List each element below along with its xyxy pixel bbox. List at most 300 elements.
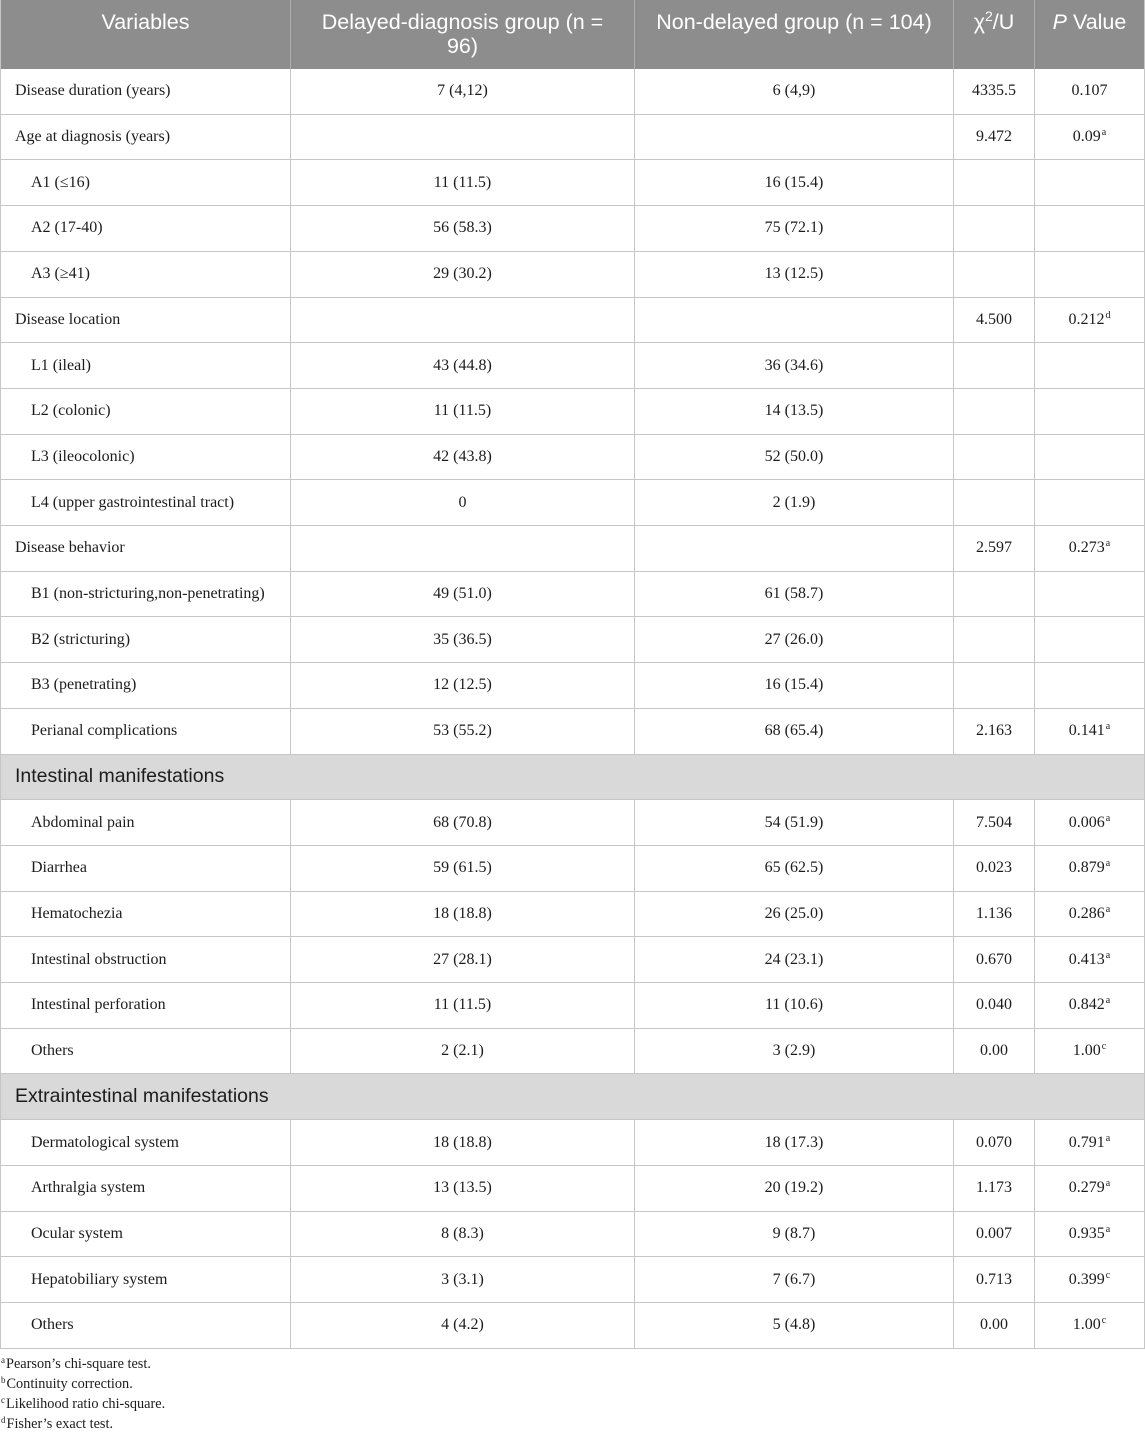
- p-value-cell: [1035, 709, 1145, 754]
- table-subrow: [1, 663, 1145, 709]
- p-value-cell: [1035, 115, 1145, 160]
- delayed-group-value: 8 (8.3): [441, 1224, 484, 1242]
- statistic-value: 2.597: [976, 539, 1012, 557]
- non-delayed-group-cell: [635, 298, 954, 343]
- p-value: 0.273: [1068, 539, 1105, 557]
- statistic-suffix: /U: [992, 10, 1015, 34]
- statistic-cell: [954, 937, 1035, 982]
- table-subrow: [1, 800, 1145, 846]
- p-value-label-suffix: Value: [1066, 10, 1127, 34]
- p-value: 0.935: [1068, 1224, 1105, 1242]
- delayed-group-value: 68 (70.8): [433, 813, 492, 831]
- variable-cell: [1, 800, 291, 845]
- delayed-group-value: 7 (4,12): [437, 82, 488, 100]
- p-value-footnote-mark: a: [1101, 127, 1107, 139]
- variable-cell: [1, 1212, 291, 1257]
- footnote-text: Continuity correction.: [6, 1376, 133, 1392]
- footnote: [0, 1394, 1145, 1414]
- delayed-group-cell: [291, 298, 635, 343]
- delayed-group-column-header: Delayed-diagnosis group (n = 96): [291, 0, 635, 69]
- delayed-group-cell: [291, 1257, 635, 1302]
- p-value: 0.212: [1068, 310, 1105, 328]
- delayed-group-value: 2 (2.1): [441, 1042, 484, 1060]
- non-delayed-group-value: 18 (17.3): [764, 1133, 824, 1151]
- non-delayed-group-value: 20 (19.2): [764, 1179, 824, 1197]
- table-subrow: [1, 892, 1145, 938]
- statistic-cell: [954, 617, 1035, 662]
- statistic-cell: [954, 663, 1035, 708]
- statistic-value: 7.504: [976, 813, 1012, 831]
- statistic-cell: [954, 1120, 1035, 1165]
- table-subrow: [1, 160, 1145, 206]
- p-value: 0.006: [1068, 813, 1105, 831]
- delayed-group-value: 12 (12.5): [433, 676, 492, 694]
- chi-superscript: 2: [985, 8, 993, 24]
- statistic-value: 0.070: [976, 1133, 1012, 1151]
- non-delayed-group-value: 9 (8.7): [772, 1224, 816, 1242]
- variable-label: Intestinal perforation: [31, 996, 166, 1014]
- p-value-cell: [1035, 343, 1145, 388]
- variable-cell: [1, 115, 291, 160]
- footnote-text: Likelihood ratio chi-square.: [6, 1396, 166, 1412]
- delayed-group-cell: [291, 983, 635, 1028]
- table-subrow: [1, 480, 1145, 526]
- p-value-text: [1069, 1225, 1110, 1243]
- non-delayed-group-cell: [635, 206, 954, 251]
- p-value: 0.286: [1068, 905, 1105, 922]
- delayed-group-cell: [291, 709, 635, 754]
- non-delayed-group-value: 65 (62.5): [764, 859, 824, 877]
- p-value-cell: [1035, 435, 1145, 480]
- delayed-group-cell: [291, 663, 635, 708]
- footnote: [0, 1414, 1145, 1434]
- non-delayed-group-value: 5 (4.8): [772, 1316, 816, 1334]
- non-delayed-group-value: 75 (72.1): [764, 219, 824, 237]
- statistic-cell: [954, 983, 1035, 1028]
- statistic-value: 0.023: [976, 859, 1012, 877]
- delayed-group-cell: [291, 115, 635, 160]
- delayed-group-cell: [291, 206, 635, 251]
- delayed-group-value: 27 (28.1): [433, 950, 492, 968]
- delayed-group-cell: [291, 435, 635, 480]
- delayed-group-value: 35 (36.5): [433, 630, 492, 648]
- non-delayed-group-cell: [635, 892, 954, 937]
- variable-cell: [1, 252, 291, 297]
- variable-cell: [1, 480, 291, 525]
- statistic-value: 1.136: [976, 905, 1012, 922]
- p-value-footnote-mark: a: [1105, 538, 1111, 550]
- p-value-footnote-mark: a: [1105, 949, 1111, 961]
- statistic-cell: [954, 1029, 1035, 1074]
- non-delayed-group-value: 6 (4,9): [772, 82, 816, 100]
- statistic-cell: [954, 206, 1035, 251]
- non-delayed-group-cell: [635, 983, 954, 1028]
- non-delayed-group-value: 54 (51.9): [764, 813, 824, 831]
- p-value-cell: [1035, 69, 1145, 114]
- p-value: 0.107: [1071, 82, 1108, 100]
- p-value-text: [1069, 722, 1110, 740]
- p-value-text: [1069, 859, 1110, 877]
- table-subrow: [1, 937, 1145, 983]
- p-value-cell: [1035, 572, 1145, 617]
- variable-cell: [1, 1120, 291, 1165]
- variable-label: B3 (penetrating): [31, 676, 137, 694]
- statistic-value: 4.500: [976, 310, 1012, 328]
- p-value-text: [1073, 1316, 1106, 1334]
- variable-cell: [1, 937, 291, 982]
- table-body: [1, 69, 1145, 1349]
- delayed-group-cell: [291, 1029, 635, 1074]
- footnote-mark: d: [1, 1415, 6, 1425]
- delayed-group-value: 11 (11.5): [433, 402, 492, 420]
- variable-label: Dermatological system: [31, 1133, 179, 1151]
- statistic-cell: [954, 298, 1035, 343]
- variable-cell: [1, 709, 291, 754]
- statistic-cell: [954, 1166, 1035, 1211]
- statistic-cell: [954, 846, 1035, 891]
- footnote-mark: a: [1, 1355, 5, 1365]
- non-delayed-group-value: 61 (58.7): [764, 585, 824, 603]
- p-value-cell: [1035, 206, 1145, 251]
- p-value-text: [1069, 539, 1110, 557]
- delayed-group-cell: [291, 572, 635, 617]
- p-value-text: [1069, 814, 1110, 832]
- non-delayed-group-cell: [635, 115, 954, 160]
- p-value-column-header: [1035, 0, 1145, 69]
- variable-label: A1 (≤16): [31, 173, 90, 191]
- variable-label: Diarrhea: [31, 859, 87, 877]
- p-value-footnote-mark: a: [1105, 1132, 1111, 1144]
- p-value-cell: [1035, 1120, 1145, 1165]
- p-value-cell: [1035, 160, 1145, 205]
- variable-label: Others: [31, 1316, 74, 1334]
- p-value: 0.399: [1068, 1270, 1105, 1288]
- table-row: [1, 526, 1145, 572]
- delayed-group-cell: [291, 69, 635, 114]
- table-header-row: [1, 0, 1145, 69]
- delayed-group-cell: [291, 343, 635, 388]
- p-value: 0.413: [1068, 950, 1105, 968]
- statistic-cell: [954, 572, 1035, 617]
- p-value-footnote-mark: c: [1105, 1269, 1111, 1281]
- table-subrow: [1, 1257, 1145, 1303]
- table-subrow: [1, 1029, 1145, 1075]
- p-value-cell: [1035, 1303, 1145, 1348]
- statistic-value: 0.00: [980, 1042, 1008, 1060]
- p-value-text: [1069, 1271, 1110, 1289]
- delayed-group-value: 4 (4.2): [441, 1316, 484, 1334]
- p-value-cell: [1035, 846, 1145, 891]
- variable-cell: [1, 389, 291, 434]
- table-row: [1, 298, 1145, 344]
- statistic-cell: [954, 892, 1035, 937]
- p-value-footnote-mark: a: [1105, 1178, 1111, 1190]
- variable-cell: [1, 1257, 291, 1302]
- p-value-cell: [1035, 937, 1145, 982]
- statistic-value: 0.670: [976, 950, 1012, 968]
- delayed-group-cell: [291, 252, 635, 297]
- statistic-value: 9.472: [976, 128, 1012, 146]
- non-delayed-group-cell: [635, 1120, 954, 1165]
- p-italic-label: P: [1052, 10, 1067, 34]
- table-subrow: [1, 206, 1145, 252]
- p-value: 0.141: [1068, 722, 1105, 740]
- p-value-footnote-mark: c: [1101, 1041, 1107, 1053]
- delayed-group-value: 3 (3.1): [441, 1270, 484, 1288]
- non-delayed-group-value: 14 (13.5): [764, 402, 824, 420]
- variable-label: Hematochezia: [31, 905, 123, 922]
- statistic-cell: [954, 435, 1035, 480]
- footnotes: [0, 1354, 1145, 1434]
- p-value-cell: [1035, 1212, 1145, 1257]
- p-value-cell: [1035, 983, 1145, 1028]
- variable-cell: [1, 206, 291, 251]
- non-delayed-group-cell: [635, 160, 954, 205]
- delayed-group-value: 11 (11.5): [433, 996, 492, 1014]
- non-delayed-group-cell: [635, 663, 954, 708]
- delayed-group-value: 49 (51.0): [433, 585, 492, 603]
- p-value: 0.791: [1068, 1133, 1105, 1151]
- p-value-footnote-mark: d: [1105, 309, 1111, 321]
- p-value-footnote-mark: a: [1105, 721, 1111, 733]
- delayed-group-cell: [291, 480, 635, 525]
- non-delayed-group-value: 26 (25.0): [764, 905, 824, 922]
- table-subrow: [1, 983, 1145, 1029]
- non-delayed-group-cell: [635, 709, 954, 754]
- chi-symbol: χ: [973, 10, 985, 34]
- footnote-mark: b: [1, 1375, 6, 1385]
- variable-cell: [1, 1303, 291, 1348]
- delayed-group-value: 42 (43.8): [433, 447, 492, 465]
- p-value-cell: [1035, 800, 1145, 845]
- variable-label: Disease location: [15, 310, 121, 328]
- non-delayed-group-value: 16 (15.4): [764, 676, 824, 694]
- non-delayed-group-value: 68 (65.4): [764, 722, 824, 740]
- non-delayed-group-value: 36 (34.6): [764, 356, 824, 374]
- statistic-value: 1.173: [976, 1179, 1012, 1197]
- variable-cell: [1, 160, 291, 205]
- delayed-group-cell: [291, 526, 635, 571]
- table-subrow: [1, 1166, 1145, 1212]
- p-value-text: [1069, 951, 1110, 969]
- p-value-cell: [1035, 480, 1145, 525]
- table-subrow: [1, 1303, 1145, 1349]
- delayed-group-cell: [291, 617, 635, 662]
- delayed-group-value: 43 (44.8): [433, 356, 492, 374]
- variable-cell: [1, 892, 291, 937]
- delayed-group-cell: [291, 389, 635, 434]
- p-value-text: [1069, 1134, 1110, 1152]
- non-delayed-group-cell: [635, 937, 954, 982]
- statistic-cell: [954, 526, 1035, 571]
- table-subrow: [1, 1120, 1145, 1166]
- delayed-group-cell: [291, 800, 635, 845]
- non-delayed-group-cell: [635, 1303, 954, 1348]
- footnote-text: Pearson’s chi-square test.: [6, 1356, 151, 1372]
- delayed-group-value: 56 (58.3): [433, 219, 492, 237]
- p-value: 0.279: [1068, 1179, 1105, 1197]
- p-value-footnote-mark: a: [1105, 1223, 1111, 1235]
- p-value-cell: [1035, 1029, 1145, 1074]
- variable-cell: [1, 526, 291, 571]
- variable-label: L3 (ileocolonic): [31, 447, 135, 465]
- p-value-cell: [1035, 892, 1145, 937]
- variable-label: Intestinal obstruction: [31, 950, 167, 968]
- delayed-group-value: 59 (61.5): [433, 859, 492, 877]
- variable-label: Disease duration (years): [15, 82, 171, 100]
- delayed-group-value: 18 (18.8): [433, 1133, 492, 1151]
- p-value-text: [1069, 311, 1111, 329]
- section-header-row: [1, 755, 1145, 801]
- p-value: 0.09: [1072, 128, 1101, 146]
- non-delayed-group-cell: [635, 1166, 954, 1211]
- variable-cell: [1, 1166, 291, 1211]
- variable-label: Age at diagnosis (years): [15, 128, 171, 146]
- non-delayed-group-cell: [635, 69, 954, 114]
- table-row: [1, 115, 1145, 161]
- non-delayed-group-cell: [635, 252, 954, 297]
- table-subrow: [1, 252, 1145, 298]
- delayed-group-cell: [291, 160, 635, 205]
- delayed-group-cell: [291, 846, 635, 891]
- p-value-cell: [1035, 389, 1145, 434]
- variable-label: Arthralgia system: [31, 1179, 146, 1197]
- p-value-cell: [1035, 526, 1145, 571]
- statistic-cell: [954, 709, 1035, 754]
- p-value-text: [1072, 82, 1108, 100]
- statistic-value: 0.00: [980, 1316, 1008, 1334]
- p-value-cell: [1035, 1257, 1145, 1302]
- footnote: [0, 1374, 1145, 1394]
- delayed-group-cell: [291, 1120, 635, 1165]
- non-delayed-group-value: 52 (50.0): [764, 447, 824, 465]
- p-value: 0.842: [1068, 996, 1105, 1014]
- p-value-footnote-mark: a: [1105, 904, 1111, 915]
- variable-label: A2 (17-40): [31, 219, 103, 237]
- section-title: Extraintestinal manifestations: [15, 1085, 269, 1108]
- table-subrow: [1, 389, 1145, 435]
- p-value-cell: [1035, 1166, 1145, 1211]
- statistic-cell: [954, 1212, 1035, 1257]
- variable-label: B1 (non-stricturing,non-penetrating): [31, 585, 265, 603]
- non-delayed-group-cell: [635, 617, 954, 662]
- variable-cell: [1, 435, 291, 480]
- variable-cell: [1, 663, 291, 708]
- delayed-group-value: 0: [458, 493, 467, 511]
- non-delayed-group-value: 11 (10.6): [764, 996, 824, 1014]
- p-value-text: [1069, 1179, 1110, 1197]
- statistic-cell: [954, 252, 1035, 297]
- table-subrow: [1, 1212, 1145, 1258]
- delayed-group-value: 53 (55.2): [433, 722, 492, 740]
- variable-label: Hepatobiliary system: [31, 1270, 168, 1288]
- delayed-group-value: 18 (18.8): [433, 905, 492, 922]
- statistic-value: 4335.5: [972, 82, 1016, 100]
- variable-cell: [1, 1029, 291, 1074]
- non-delayed-group-cell: [635, 1029, 954, 1074]
- variable-label: Abdominal pain: [31, 813, 135, 831]
- table-subrow: [1, 709, 1145, 755]
- non-delayed-group-value: 27 (26.0): [764, 630, 824, 648]
- variable-cell: [1, 846, 291, 891]
- non-delayed-group-value: 7 (6.7): [772, 1270, 816, 1288]
- non-delayed-group-value: 2 (1.9): [772, 493, 816, 511]
- statistic-cell: [954, 800, 1035, 845]
- p-value-text: [1069, 905, 1110, 923]
- table-subrow: [1, 343, 1145, 389]
- statistic-cell: [954, 480, 1035, 525]
- table-row: [1, 69, 1145, 115]
- variable-cell: [1, 572, 291, 617]
- section-title: Intestinal manifestations: [15, 765, 225, 788]
- p-value-cell: [1035, 298, 1145, 343]
- footnote-mark: c: [1, 1395, 5, 1405]
- p-value-text: [1073, 1042, 1106, 1060]
- delayed-group-value: 13 (13.5): [433, 1179, 492, 1197]
- variable-label: Ocular system: [31, 1224, 123, 1242]
- variable-cell: [1, 343, 291, 388]
- table-subrow: [1, 435, 1145, 481]
- variable-cell: [1, 69, 291, 114]
- variable-label: B2 (stricturing): [31, 630, 131, 648]
- p-value-cell: [1035, 252, 1145, 297]
- p-value-footnote-mark: c: [1101, 1315, 1107, 1327]
- delayed-group-cell: [291, 1212, 635, 1257]
- footnote: [0, 1354, 1145, 1374]
- delayed-group-value: 29 (30.2): [433, 265, 492, 283]
- non-delayed-group-value: 3 (2.9): [772, 1042, 816, 1060]
- p-value-text: [1073, 128, 1106, 146]
- statistic-value: 0.007: [976, 1224, 1012, 1242]
- statistic-cell: [954, 343, 1035, 388]
- non-delayed-group-cell: [635, 846, 954, 891]
- statistic-value: 0.713: [976, 1270, 1012, 1288]
- non-delayed-group-cell: [635, 480, 954, 525]
- variable-cell: [1, 983, 291, 1028]
- variable-cell: [1, 617, 291, 662]
- statistic-cell: [954, 115, 1035, 160]
- p-value-footnote-mark: a: [1105, 858, 1111, 870]
- p-value: 0.879: [1068, 859, 1105, 877]
- p-value: 1.00: [1072, 1042, 1101, 1060]
- non-delayed-group-value: 13 (12.5): [764, 265, 824, 283]
- delayed-group-cell: [291, 1303, 635, 1348]
- variable-label: A3 (≥41): [31, 265, 90, 283]
- non-delayed-group-cell: [635, 800, 954, 845]
- variable-cell: [1, 298, 291, 343]
- statistic-cell: [954, 69, 1035, 114]
- statistic-cell: [954, 160, 1035, 205]
- p-value-footnote-mark: a: [1105, 812, 1111, 824]
- p-value-text: [1069, 996, 1110, 1014]
- non-delayed-group-value: 24 (23.1): [764, 950, 824, 968]
- non-delayed-group-column-header: Non-delayed group (n = 104): [635, 0, 954, 69]
- delayed-group-cell: [291, 937, 635, 982]
- delayed-group-cell: [291, 892, 635, 937]
- delayed-group-value: 11 (11.5): [433, 173, 492, 191]
- non-delayed-group-cell: [635, 343, 954, 388]
- statistic-value: 0.040: [976, 996, 1012, 1014]
- delayed-group-cell: [291, 1166, 635, 1211]
- non-delayed-group-cell: [635, 1212, 954, 1257]
- footnote-text: Fisher’s exact test.: [6, 1416, 114, 1432]
- p-value-cell: [1035, 663, 1145, 708]
- non-delayed-group-value: 16 (15.4): [764, 173, 824, 191]
- statistic-cell: [954, 389, 1035, 434]
- statistic-cell: [954, 1257, 1035, 1302]
- table-subrow: [1, 617, 1145, 663]
- non-delayed-group-cell: [635, 1257, 954, 1302]
